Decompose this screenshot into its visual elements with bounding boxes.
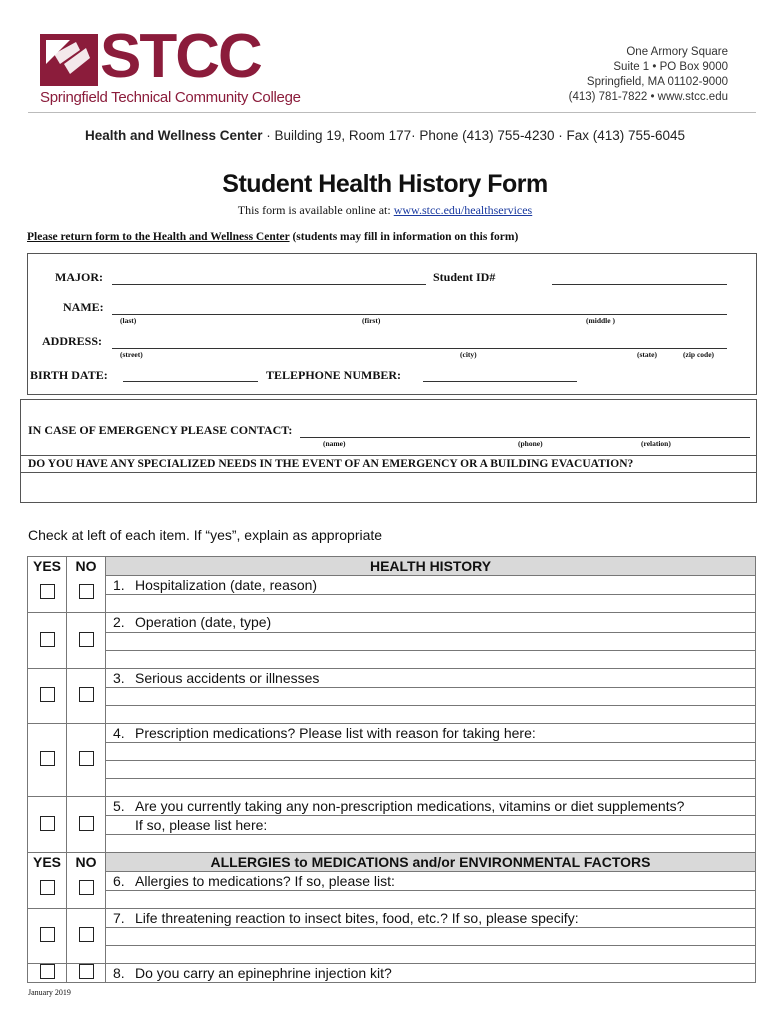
header-divider	[28, 112, 756, 113]
address-label: ADDRESS:	[42, 334, 103, 348]
stcc-logo-mark	[40, 34, 98, 86]
q5-subtext: If so, please list here:	[106, 816, 756, 835]
health-center-details: · Building 19, Room 177· Phone (413) 755-4230 · Fax (413) 755-6045	[266, 128, 686, 143]
no-column-cell-2	[67, 853, 106, 909]
q7-label: Life threatening reaction to insect bites, food, etc.? If so, please specify:	[135, 910, 579, 926]
telephone-field[interactable]	[423, 381, 577, 382]
emergency-label: IN CASE OF EMERGENCY PLEASE CONTACT:	[28, 423, 293, 437]
emergency-sub-relation: (relation)	[641, 439, 671, 448]
check-instructions: Check at left of each item. If “yes”, explain as appropriate	[28, 527, 383, 543]
q2-number: 2.	[113, 614, 125, 630]
q5-label: Are you currently taking any non-prescription medications, vitamins or diet supplements?	[135, 798, 685, 814]
q2-yes-cell	[28, 613, 67, 669]
q7-text	[106, 909, 756, 928]
q8-no-checkbox[interactable]	[79, 964, 94, 979]
name-sub-middle: (middle )	[586, 316, 615, 325]
address-field[interactable]	[112, 348, 727, 349]
q3-answer-line-1[interactable]	[106, 688, 756, 706]
emergency-divider	[20, 455, 757, 456]
q3-yes-cell	[28, 669, 67, 724]
q8-label: Do you carry an epinephrine injection kit?	[135, 965, 392, 981]
no-header: NO	[75, 558, 97, 574]
q2-no-checkbox[interactable]	[79, 632, 94, 647]
q6-label: Allergies to medications? If so, please list:	[135, 873, 395, 889]
q2-answer-line-2[interactable]	[106, 651, 756, 669]
address-line: (413) 781-7822 • www.stcc.edu	[568, 91, 728, 103]
q1-text	[106, 576, 756, 595]
return-instructions-bold: Please return form to the Health and Wellness Center	[27, 231, 290, 243]
q2-answer-line-1[interactable]	[106, 633, 756, 651]
q7-yes-cell	[28, 909, 67, 964]
q8-text	[106, 964, 756, 983]
q7-no-cell	[67, 909, 106, 964]
q6-yes-checkbox[interactable]	[40, 880, 55, 895]
address-line: One Armory Square	[626, 46, 728, 58]
q4-label: Prescription medications? Please list with reason for taking here:	[135, 725, 536, 741]
no-header-2: NO	[75, 854, 97, 870]
allergies-header: ALLERGIES to MEDICATIONS and/or ENVIRONMENTAL FACTORS	[106, 853, 756, 872]
online-note	[0, 203, 770, 218]
major-field[interactable]	[112, 284, 426, 285]
q5-no-cell	[67, 797, 106, 853]
q8-yes-checkbox[interactable]	[40, 964, 55, 979]
q3-no-cell	[67, 669, 106, 724]
q4-text	[106, 724, 756, 743]
q2-no-cell	[67, 613, 106, 669]
address-sub-street: (street)	[120, 350, 143, 359]
q6-no-checkbox[interactable]	[79, 880, 94, 895]
address-sub-state: (state)	[637, 350, 657, 359]
q3-label: Serious accidents or illnesses	[135, 670, 320, 686]
name-sub-first: (first)	[362, 316, 381, 325]
q8-yes-cell	[28, 964, 67, 983]
emergency-sub-name: (name)	[323, 439, 346, 448]
health-center-line	[0, 128, 770, 143]
q1-yes-checkbox[interactable]	[40, 584, 55, 599]
q3-text	[106, 669, 756, 688]
q3-no-checkbox[interactable]	[79, 687, 94, 702]
q6-answer-line[interactable]	[106, 891, 756, 909]
name-label: NAME:	[63, 300, 104, 314]
healthservices-link[interactable]: www.stcc.edu/healthservices	[393, 203, 533, 217]
address-line: Springfield, MA 01102-9000	[586, 76, 728, 88]
emergency-contact-field[interactable]	[300, 437, 750, 438]
q7-no-checkbox[interactable]	[79, 927, 94, 942]
q8-no-cell	[67, 964, 106, 983]
q4-yes-checkbox[interactable]	[40, 751, 55, 766]
emergency-box	[20, 399, 757, 503]
yes-header-2: YES	[32, 854, 61, 870]
yes-column-cell	[28, 557, 67, 613]
q1-number: 1.	[113, 577, 125, 593]
yes-header: YES	[32, 558, 61, 574]
health-history-header: HEALTH HISTORY	[106, 557, 756, 576]
q5-no-checkbox[interactable]	[79, 816, 94, 831]
q2-label: Operation (date, type)	[135, 614, 272, 630]
q7-yes-checkbox[interactable]	[40, 927, 55, 942]
q5-answer-line[interactable]	[106, 835, 756, 853]
return-instructions	[27, 231, 518, 243]
q4-answer-line-1[interactable]	[106, 743, 756, 761]
name-field[interactable]	[112, 314, 727, 315]
q5-number: 5.	[113, 798, 125, 814]
return-instructions-rest: (students may fill in information on this form)	[289, 231, 519, 243]
q1-no-checkbox[interactable]	[79, 584, 94, 599]
form-revision-date: January 2019	[28, 988, 71, 997]
q1-answer-line[interactable]	[106, 595, 756, 613]
emergency-sub-phone: (phone)	[518, 439, 543, 448]
q3-number: 3.	[113, 670, 125, 686]
q1-label: Hospitalization (date, reason)	[135, 577, 318, 593]
special-needs-question: DO YOU HAVE ANY SPECIALIZED NEEDS IN THE EVENT OF AN EMERGENCY OR A BUILDING EVACUATION?	[28, 458, 634, 470]
q3-answer-line-2[interactable]	[106, 706, 756, 724]
address-sub-zip: (zip code)	[683, 350, 715, 359]
q6-text	[106, 872, 756, 891]
student-id-field[interactable]	[552, 284, 727, 285]
college-name: Springfield Technical Community College	[40, 89, 301, 106]
special-needs-field[interactable]	[20, 472, 757, 473]
q4-answer-line-2[interactable]	[106, 761, 756, 779]
q5-yes-cell	[28, 797, 67, 853]
q7-answer-line-1[interactable]	[106, 928, 756, 946]
address-sub-city: (city)	[460, 350, 477, 359]
q2-text	[106, 613, 756, 633]
q7-number: 7.	[113, 910, 125, 926]
health-center-name: Health and Wellness Center	[84, 128, 263, 143]
telephone-label: TELEPHONE NUMBER:	[266, 368, 402, 382]
q4-number: 4.	[113, 725, 125, 741]
no-column-cell	[67, 557, 106, 613]
logo-wordmark: STCC	[100, 22, 261, 91]
q6-number: 6.	[113, 873, 125, 889]
major-label: MAJOR:	[55, 270, 103, 284]
q4-no-checkbox[interactable]	[79, 751, 94, 766]
q4-answer-line-3[interactable]	[106, 779, 756, 797]
page-title: Student Health History Form	[222, 170, 548, 198]
health-history-table	[27, 556, 756, 983]
q8-number: 8.	[113, 965, 125, 981]
yes-column-cell-2	[28, 853, 67, 909]
q3-yes-checkbox[interactable]	[40, 687, 55, 702]
student-id-label: Student ID#	[433, 270, 496, 284]
q4-yes-cell	[28, 724, 67, 797]
q5-yes-checkbox[interactable]	[40, 816, 55, 831]
address-line: Suite 1 • PO Box 9000	[613, 61, 728, 73]
birth-date-label: BIRTH DATE:	[30, 368, 108, 382]
birth-date-field[interactable]	[123, 381, 258, 382]
q4-no-cell	[67, 724, 106, 797]
name-sub-last: (last)	[120, 316, 137, 325]
q2-yes-checkbox[interactable]	[40, 632, 55, 647]
q7-answer-line-2[interactable]	[106, 946, 756, 964]
online-prefix: This form is available online at:	[237, 203, 394, 217]
q5-text	[106, 797, 756, 816]
